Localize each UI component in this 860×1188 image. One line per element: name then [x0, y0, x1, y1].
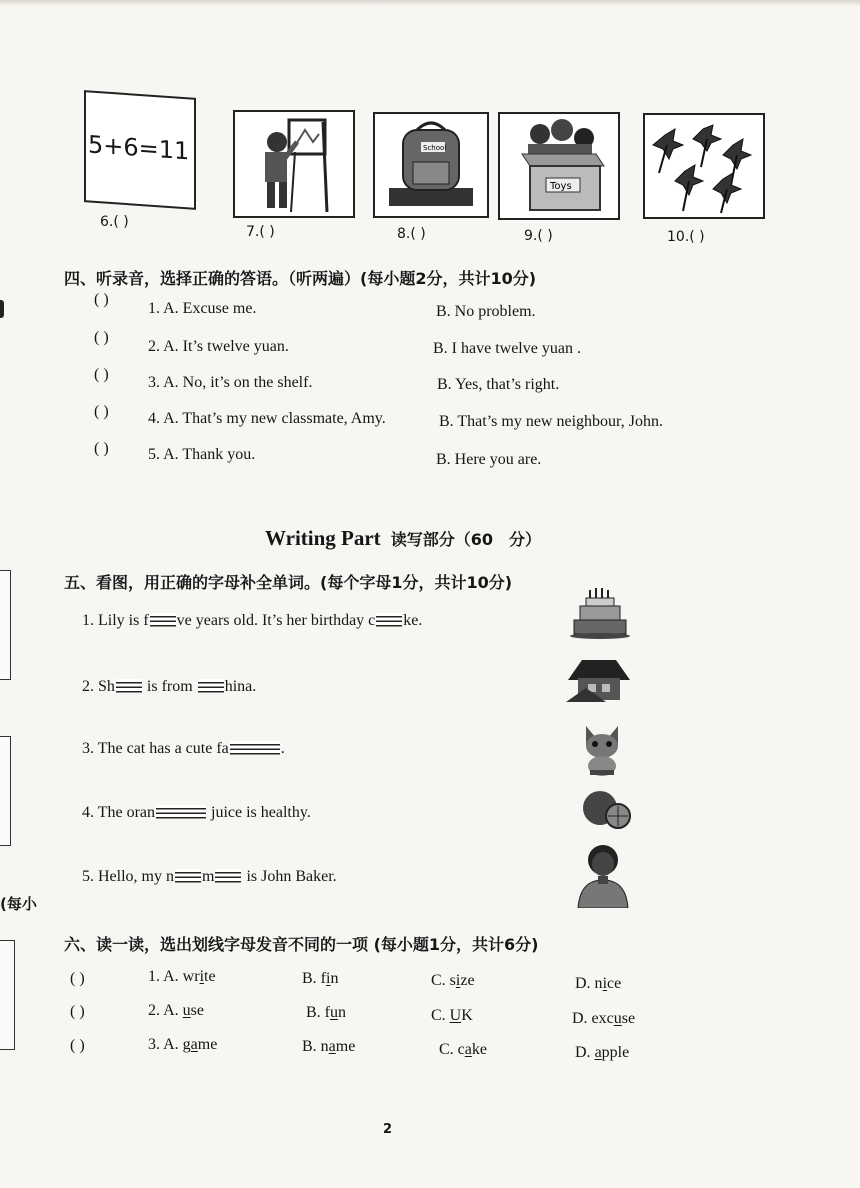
s4-q5-option-a: 5. A. Thank you.: [148, 446, 256, 463]
boy-picture: [574, 842, 632, 908]
s6-q2-b-post: n: [338, 1004, 346, 1021]
s6-q3-option-a: [148, 1036, 217, 1054]
s4-q1-option-a: 1. A. Excuse me.: [148, 300, 257, 317]
picture-8: [373, 112, 489, 218]
s6-q3-d-underlined: a: [594, 1044, 602, 1061]
s6-q1-option-b: [302, 970, 338, 988]
s6-q3-c-post: ke: [471, 1041, 487, 1058]
s6-q1-d-pre: D. n: [575, 975, 603, 992]
s6-q2-c-pre: C.: [431, 1007, 450, 1024]
picture-6: [84, 90, 196, 210]
s4-q3-paren[interactable]: ( ): [94, 366, 109, 383]
s6-q2-option-d: [572, 1010, 635, 1028]
s6-q3-option-b: [302, 1038, 355, 1056]
picture-6-answer[interactable]: 6.( ): [100, 214, 129, 230]
left-edge-box-1: [0, 570, 11, 680]
section-4-heading: 四、听录音，选择正确的答语。（听两遍）(每小题2分，共计10分): [64, 269, 537, 288]
section-5-heading: 五、看图，用正确的字母补全单词。(每个字母1分，共计10分): [64, 573, 513, 592]
china-picture: [566, 654, 632, 704]
s5-q1-blank-1[interactable]: [150, 613, 176, 627]
s4-q3-option-a: 3. A. No, it’s on the shelf.: [148, 374, 313, 391]
s6-q3-a-underlined: a: [190, 1036, 198, 1053]
writing-part-en: Writing Part: [265, 526, 381, 550]
s4-q5-option-b: B. Here you are.: [436, 451, 542, 468]
s5-q2-blank-1[interactable]: [116, 679, 142, 693]
cat-picture: [580, 722, 624, 776]
s6-q2-b-underlined: u: [330, 1004, 338, 1021]
s6-q2-paren[interactable]: ( ): [70, 1003, 85, 1020]
page-number: 2: [383, 1122, 393, 1137]
toy-box-picture: [500, 114, 618, 218]
s6-q3-option-d: [575, 1044, 629, 1062]
s5-q1-part2: ve years old. It’s her birthday c: [176, 612, 376, 629]
s5-sentence-1: [82, 612, 422, 630]
s6-q2-option-c: [431, 1007, 473, 1025]
s5-q5-blank-2[interactable]: [215, 869, 241, 883]
s4-q2-paren[interactable]: ( ): [94, 329, 109, 346]
s5-q2-part3: hina.: [224, 678, 257, 695]
s4-q5-paren[interactable]: ( ): [94, 440, 109, 457]
cake-picture: [568, 586, 632, 640]
s6-q2-d-underlined: u: [613, 1010, 622, 1027]
s6-q1-a-underlined: i: [199, 968, 205, 985]
s6-q3-paren[interactable]: ( ): [70, 1037, 85, 1054]
s4-q4-paren[interactable]: ( ): [94, 403, 109, 420]
section-6-heading: 六、读一读，选出划线字母发音不同的一项 (每小题1分，共计6分): [64, 935, 539, 954]
s6-q3-c-underlined: a: [464, 1041, 472, 1058]
page-top-edge: [0, 0, 860, 6]
picture-10: [643, 113, 765, 219]
s6-q3-a-post: me: [197, 1036, 218, 1053]
s6-q1-d-underlined: i: [602, 975, 608, 992]
s5-q3-blank-1[interactable]: [230, 741, 280, 755]
s6-q2-a-post: se: [190, 1002, 204, 1019]
s6-q1-paren[interactable]: ( ): [70, 970, 85, 987]
s6-q1-option-c: [431, 972, 475, 990]
left-edge-text: (每小: [0, 895, 37, 913]
s6-q1-c-pre: C. s: [431, 972, 456, 989]
s5-q1-part3: ke.: [403, 612, 423, 629]
s6-q2-a-underlined: u: [182, 1002, 191, 1019]
s5-q1-blank-2[interactable]: [376, 613, 402, 627]
s4-q3-option-b: B. Yes, that’s right.: [437, 376, 560, 393]
picture-9: [498, 112, 620, 220]
pinwheels-picture: [645, 115, 763, 217]
s4-q1-option-b: B. No problem.: [436, 303, 536, 320]
s6-q2-num: 2. A.: [148, 1002, 179, 1019]
writing-part-title: [265, 526, 541, 551]
equation-text: 5+6=11: [88, 130, 190, 166]
s5-q4-part1: 4. The oran: [82, 804, 156, 821]
s4-q2-option-a: 2. A. It’s twelve yuan.: [148, 338, 289, 355]
s6-q1-d-post: ce: [607, 975, 622, 992]
s6-q1-option-a: [148, 968, 216, 986]
bag-label: School: [423, 144, 447, 152]
picture-7: [233, 110, 355, 218]
left-edge-mark: [0, 300, 4, 318]
s5-q5-part3: is John Baker.: [242, 868, 337, 885]
schoolbag-picture: [375, 114, 487, 216]
drawing-boy-picture: [235, 112, 353, 216]
s5-q2-part2: is from: [142, 678, 197, 695]
s4-q1-paren[interactable]: ( ): [94, 291, 109, 308]
s5-sentence-4: [82, 804, 311, 822]
s5-q5-blank-1[interactable]: [175, 869, 201, 883]
s6-q2-option-b: [306, 1004, 346, 1022]
s6-q3-b-underlined: a: [328, 1038, 336, 1055]
s6-q3-d-post: pple: [601, 1044, 630, 1061]
picture-8-answer[interactable]: 8.( ): [397, 226, 426, 242]
s6-q2-d-pre: D. exc: [572, 1010, 614, 1027]
s5-q5-part2: m: [202, 868, 215, 885]
s5-q2-blank-2[interactable]: [198, 679, 224, 693]
s5-q1-part1: 1. Lily is f: [82, 612, 149, 629]
s6-q3-option-c: [439, 1041, 487, 1059]
toys-label: Toys: [550, 181, 572, 192]
s6-q2-option-a: [148, 1002, 204, 1020]
s5-sentence-2: [82, 678, 256, 696]
s5-q3-part1: 3. The cat has a cute fa: [82, 740, 229, 757]
s6-q1-num: 1. A.: [148, 968, 179, 985]
s6-q1-c-underlined: i: [455, 972, 461, 989]
s5-q3-part2: .: [280, 740, 285, 757]
s5-q4-blank-1[interactable]: [156, 805, 206, 819]
s5-q5-part1: 5. Hello, my n: [82, 868, 174, 885]
s6-q1-b-post: n: [330, 970, 339, 987]
s6-q1-b-underlined: i: [326, 970, 331, 987]
s5-sentence-5: [82, 868, 337, 886]
s4-q2-option-b: B. I have twelve yuan .: [433, 340, 581, 357]
picture-10-answer[interactable]: 10.( ): [667, 229, 705, 245]
s6-q3-c-pre: C. c: [439, 1041, 465, 1058]
s6-q2-d-post: se: [621, 1010, 636, 1027]
s6-q3-a-pre: g: [182, 1036, 191, 1053]
s6-q2-b-pre: B. f: [306, 1004, 330, 1021]
s5-sentence-3: [82, 740, 285, 758]
writing-part-cn: 读写部分（60 分）: [390, 530, 541, 549]
s6-q1-option-d: [575, 975, 621, 993]
left-edge-box-3: [0, 940, 15, 1050]
s6-q1-a-post: te: [204, 968, 216, 985]
orange-picture: [580, 788, 634, 830]
s6-q3-d-pre: D.: [575, 1044, 595, 1061]
s5-q4-part2: juice is healthy.: [207, 804, 311, 821]
s5-q2-part1: 2. Sh: [82, 678, 115, 695]
s6-q2-c-underlined: U: [449, 1007, 462, 1024]
s6-q1-a-pre: wr: [182, 968, 200, 985]
s6-q3-b-pre: B. n: [302, 1038, 329, 1055]
s6-q1-b-pre: B. f: [302, 970, 326, 987]
left-edge-box-2: [0, 736, 11, 846]
picture-9-answer[interactable]: 9.( ): [524, 228, 553, 244]
s6-q3-num: 3. A.: [148, 1036, 179, 1053]
picture-7-answer[interactable]: 7.( ): [246, 224, 275, 240]
s4-q4-option-a: 4. A. That’s my new classmate, Amy.: [148, 410, 386, 427]
s4-q4-option-b: B. That’s my new neighbour, John.: [439, 413, 663, 430]
s6-q1-c-post: ze: [460, 972, 475, 989]
s6-q3-b-post: me: [335, 1038, 356, 1055]
s6-q2-c-post: K: [461, 1007, 473, 1024]
